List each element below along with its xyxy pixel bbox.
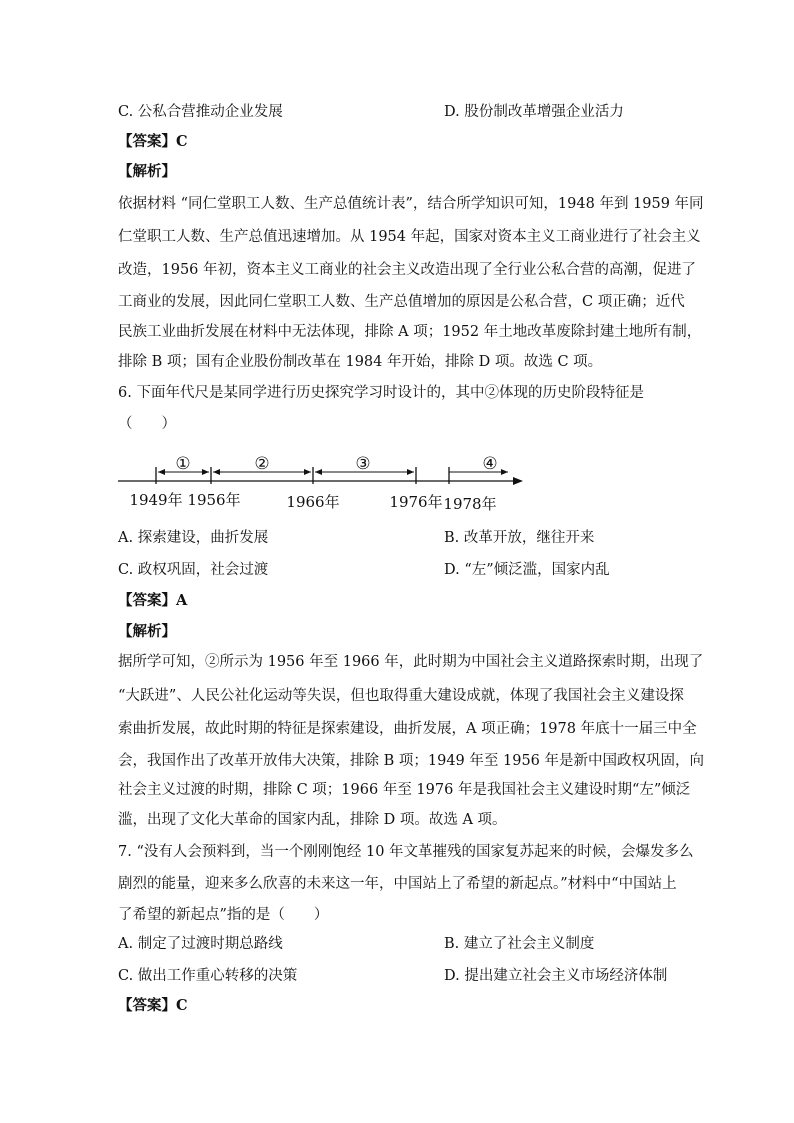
- q7-stem-line: 剧烈的能量，迎来多么欣喜的未来这一年，中国站上了希望的新起点。”材料中“中国站上: [118, 876, 677, 892]
- q6-option-c: C. 政权巩固，社会过渡: [118, 562, 269, 578]
- q6-timeline: [118, 448, 538, 518]
- timeline-svg: [118, 448, 538, 518]
- q6-analysis-line: 滥，出现了文化大革命的国家内乱，排除 D 项。故选 A 项。: [118, 812, 507, 828]
- q5-analysis-line: 依据材料 “同仁堂职工人数、生产总值统计表”，结合所学知识可知，1948 年到 1959 年同: [118, 196, 704, 212]
- year-label: 1978年: [443, 495, 497, 513]
- segment-3-arrowhead-left: [315, 469, 322, 475]
- q5-analysis-line: 改造，1956 年初，资本主义工商业的社会主义改造出现了全行业公私合营的高潮，促进了: [118, 262, 697, 278]
- q6-stem-blank: （ ）: [118, 416, 176, 432]
- q6-answer: 【答案】A: [118, 592, 188, 609]
- q6-option-b: B. 改革开放，继往开来: [444, 530, 595, 546]
- year-label: 1976年: [389, 493, 443, 511]
- year-label: 1949年: [129, 491, 183, 509]
- q5-options-cd: [118, 102, 678, 122]
- q6-options-cd: [118, 560, 678, 580]
- q5-answer: 【答案】C: [118, 133, 188, 150]
- q5-analysis-line: 工商业的发展，因此同仁堂职工人数、生产总值增加的原因是公私合营，C 项正确；近代: [118, 294, 685, 310]
- q7-option-c: C. 做出工作重心转移的决策: [118, 968, 298, 984]
- segment-2-label: ②: [254, 454, 270, 474]
- q6-analysis-line: 据所学可知，②所示为 1956 年至 1966 年，此时期为中国社会主义道路探索时期，出现了: [118, 654, 704, 670]
- q7-option-d: D. 提出建立社会主义市场经济体制: [444, 968, 668, 984]
- q7-answer: 【答案】C: [118, 997, 188, 1014]
- q6-option-d: D. “左”倾泛滥，国家内乱: [444, 562, 610, 578]
- q5-analysis-line: 仁堂职工人数、生产总值迅速增加。从 1954 年起，国家对资本主义工商业进行了社会主义: [118, 229, 701, 245]
- q6-analysis-line: 会，我国作出了改革开放伟大决策，排除 B 项；1949 年至 1956 年是新中国政权巩固，向: [118, 753, 705, 769]
- q7-options-ab: [118, 934, 678, 954]
- segment-1-arrowhead-right: [202, 469, 209, 475]
- q6-option-a: A. 探索建设，曲折发展: [118, 530, 269, 546]
- q6-analysis-line: 社会主义过渡的时期，排除 C 项；1966 年至 1976 年是我国社会主义建设时期“左”倾泛: [118, 782, 691, 798]
- q7-option-b: B. 建立了社会主义制度: [444, 936, 595, 952]
- segment-1-arrowhead-left: [158, 469, 165, 475]
- segment-4-arrowhead-right: [501, 469, 508, 475]
- year-label: 1966年: [286, 493, 340, 511]
- q7-options-cd: [118, 966, 678, 986]
- segment-3-arrowhead-right: [407, 469, 414, 475]
- q5-analysis-line: 排除 B 项；国有企业股份制改革在 1984 年开始，排除 D 项。故选 C 项。: [118, 354, 603, 370]
- q6-analysis-heading: 【解析】: [118, 623, 176, 640]
- q7-stem-line: 了希望的新起点”指的是（ ）: [118, 907, 329, 923]
- q7-option-a: A. 制定了过渡时期总路线: [118, 936, 283, 952]
- timeline-axis-arrowhead: [513, 477, 523, 485]
- segment-3-label: ③: [355, 454, 371, 474]
- q6-analysis-line: “大跃进”、人民公社化运动等失误，但也取得重大建设成就，体现了我国社会主义建设探: [118, 688, 684, 704]
- q5-option-d: D. 股份制改革增强企业活力: [444, 104, 624, 120]
- q5-analysis-heading: 【解析】: [118, 163, 176, 180]
- q6-stem: 6. 下面年代尺是某同学进行历史探究学习时设计的，其中②体现的历史阶段特征是: [118, 385, 644, 401]
- q6-analysis-line: 索曲折发展，故此时期的特征是探索建设，曲折发展，A 项正确；1978 年底十一届三中全: [118, 721, 697, 737]
- segment-4-label: ④: [482, 454, 498, 474]
- segment-2-arrowhead-left: [213, 469, 220, 475]
- q5-option-c: C. 公私合营推动企业发展: [118, 104, 283, 120]
- q6-options-ab: [118, 528, 678, 548]
- q5-analysis-line: 民族工业曲折发展在材料中无法体现，排除 A 项；1952 年土地改革废除封建土地所有制，: [118, 324, 702, 340]
- year-label: 1956年: [187, 491, 241, 509]
- q7-stem-line: 7. “没有人会预料到，当一个刚刚饱经 10 年文革摧残的国家复苏起来的时候，会爆发多么: [118, 844, 694, 860]
- segment-2-arrowhead-right: [304, 469, 311, 475]
- segment-1-label: ①: [175, 454, 191, 474]
